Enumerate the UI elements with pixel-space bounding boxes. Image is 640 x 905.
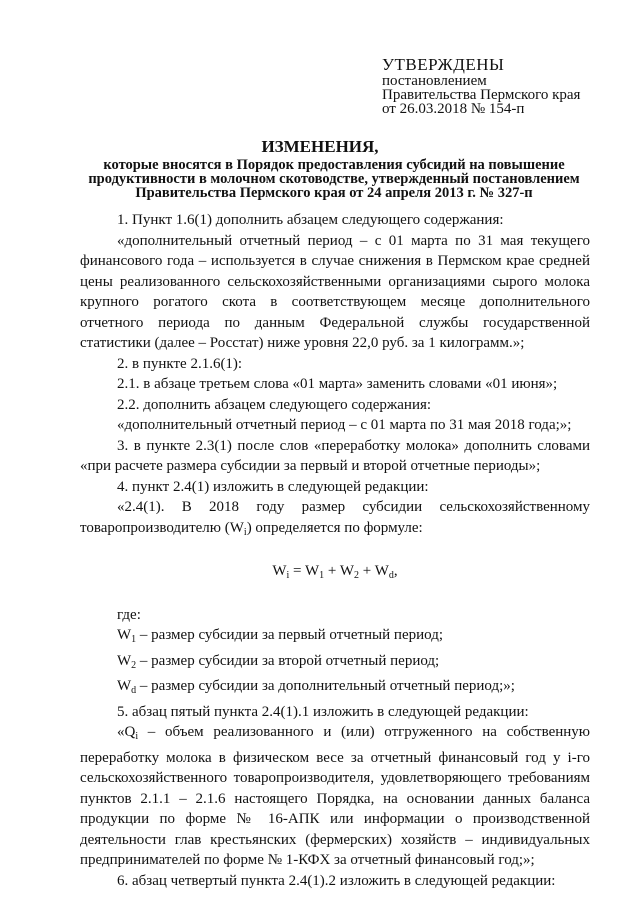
formula-end: , xyxy=(393,563,398,579)
paragraph-9 xyxy=(80,497,590,543)
formula-eq: = W xyxy=(289,563,320,579)
definition-wd xyxy=(80,676,590,702)
paragraph-6: «дополнительный отчетный период – с 01 марта по 31 мая 2018 года;»; xyxy=(117,417,572,433)
formula-lhs: W xyxy=(272,563,287,579)
wd-symbol: W xyxy=(117,678,132,694)
paragraph-2: «дополнительный отчетный период – с 01 марта по 31 мая текущего финансового года – используется в случае снижения в Пермском крае средней цены реализованного сельскохозяйственными организациями сырого молока крупного рогатого скота в соответствующем месяце дополнительного отчетного периода по данным Федеральной службы государственной статистики (далее – Росстат) ниже уровня 22,0 руб. за 1 килограмм.»; xyxy=(80,232,590,351)
document-title: ИЗМЕНЕНИЯ, xyxy=(261,137,379,156)
paragraph-3: 2. в пункте 2.1.6(1): xyxy=(117,355,243,372)
approval-stamp xyxy=(382,56,622,116)
paragraph-9-start: «2.4(1). В 2018 году размер субсидии сельскохозяйственному товаропроизводителю (W xyxy=(80,499,590,536)
w1-symbol: W xyxy=(117,627,132,643)
formula-term2-sub: 2 xyxy=(354,570,360,581)
w2-text: – размер субсидии за второй отчетный период; xyxy=(136,652,440,669)
paragraph-11-subscript: i xyxy=(135,731,139,742)
w2-sub: 2 xyxy=(131,659,137,671)
document-body xyxy=(80,210,590,891)
paragraph-11-start: «Q xyxy=(117,724,136,740)
definition-w2 xyxy=(80,651,590,677)
definition-w1 xyxy=(80,625,590,651)
paragraph-5: 2.2. дополнить абзацем следующего содержания: xyxy=(117,396,432,413)
wd-sub: d xyxy=(131,685,137,696)
formula-term1-sub: 1 xyxy=(319,570,325,581)
formula-plus2: + xyxy=(359,563,375,579)
paragraph-12: 6. абзац четвертый пункта 2.4(1).2 изложить в следующей редакции: xyxy=(117,872,556,889)
paragraph-11-end: – объем реализованного и (или) отгруженного на собственную переработку молока в физическом весе за отчетный финансовый год у i-го сельскохозяйственного товаропроизводителя, удовлетворяющего требованиям пунктов 2.1.1 – 2.1.6 настоящего Порядка, на основании данных баланса продукции по форме № 16-АПК или информации о производственной деятельности глав крестьянских (фермерских) хозяйств – индивидуальных предпринимателей по форме № 1-КФХ за отчетный финансовый год;»; xyxy=(80,724,590,868)
formula-lhs-sub: i xyxy=(286,570,290,581)
approval-line-1: постановлением xyxy=(382,73,487,89)
paragraph-1: 1. Пункт 1.6(1) дополнить абзацем следующего содержания: xyxy=(117,212,504,228)
formula-term3: W xyxy=(374,563,389,579)
w2-symbol: W xyxy=(117,652,132,669)
where-label: где: xyxy=(117,606,141,623)
formula xyxy=(80,561,590,587)
paragraph-9-subscript: i xyxy=(243,526,247,538)
wd-text: – размер субсидии за дополнительный отчетный период;»; xyxy=(136,678,515,694)
document-subtitle: которые вносятся в Порядок предоставления субсидий на повышение продуктивности в молочном скотоводстве, утвержденный постановлением Правительства Пермского края от 24 апреля 2013 г. № 327-п xyxy=(88,157,580,201)
paragraph-7: 3. в пункте 2.3(1) после слов «переработку молока» дополнить словами «при расчете размера субсидии за первый и второй отчетные периоды»; xyxy=(80,437,590,474)
w1-text: – размер субсидии за первый отчетный период; xyxy=(136,627,443,643)
paragraph-10: 5. абзац пятый пункта 2.4(1).1 изложить в следующей редакции: xyxy=(117,703,529,720)
formula-term3-sub: d xyxy=(388,570,394,581)
paragraph-9-end: ) определяется по формуле: xyxy=(246,519,423,536)
paragraph-4: 2.1. в абзаце третьем слова «01 марта» заменить словами «01 июня»; xyxy=(117,376,558,392)
paragraph-11 xyxy=(80,722,590,871)
approval-line-2: Правительства Пермского края xyxy=(382,87,581,103)
w1-sub: 1 xyxy=(131,634,137,645)
approval-line-3: от 26.03.2018 № 154-п xyxy=(382,101,525,117)
approval-title: УТВЕРЖДЕНЫ xyxy=(382,55,505,74)
formula-plus1: + W xyxy=(324,563,355,579)
paragraph-8: 4. пункт 2.4(1) изложить в следующей редакции: xyxy=(117,478,429,495)
